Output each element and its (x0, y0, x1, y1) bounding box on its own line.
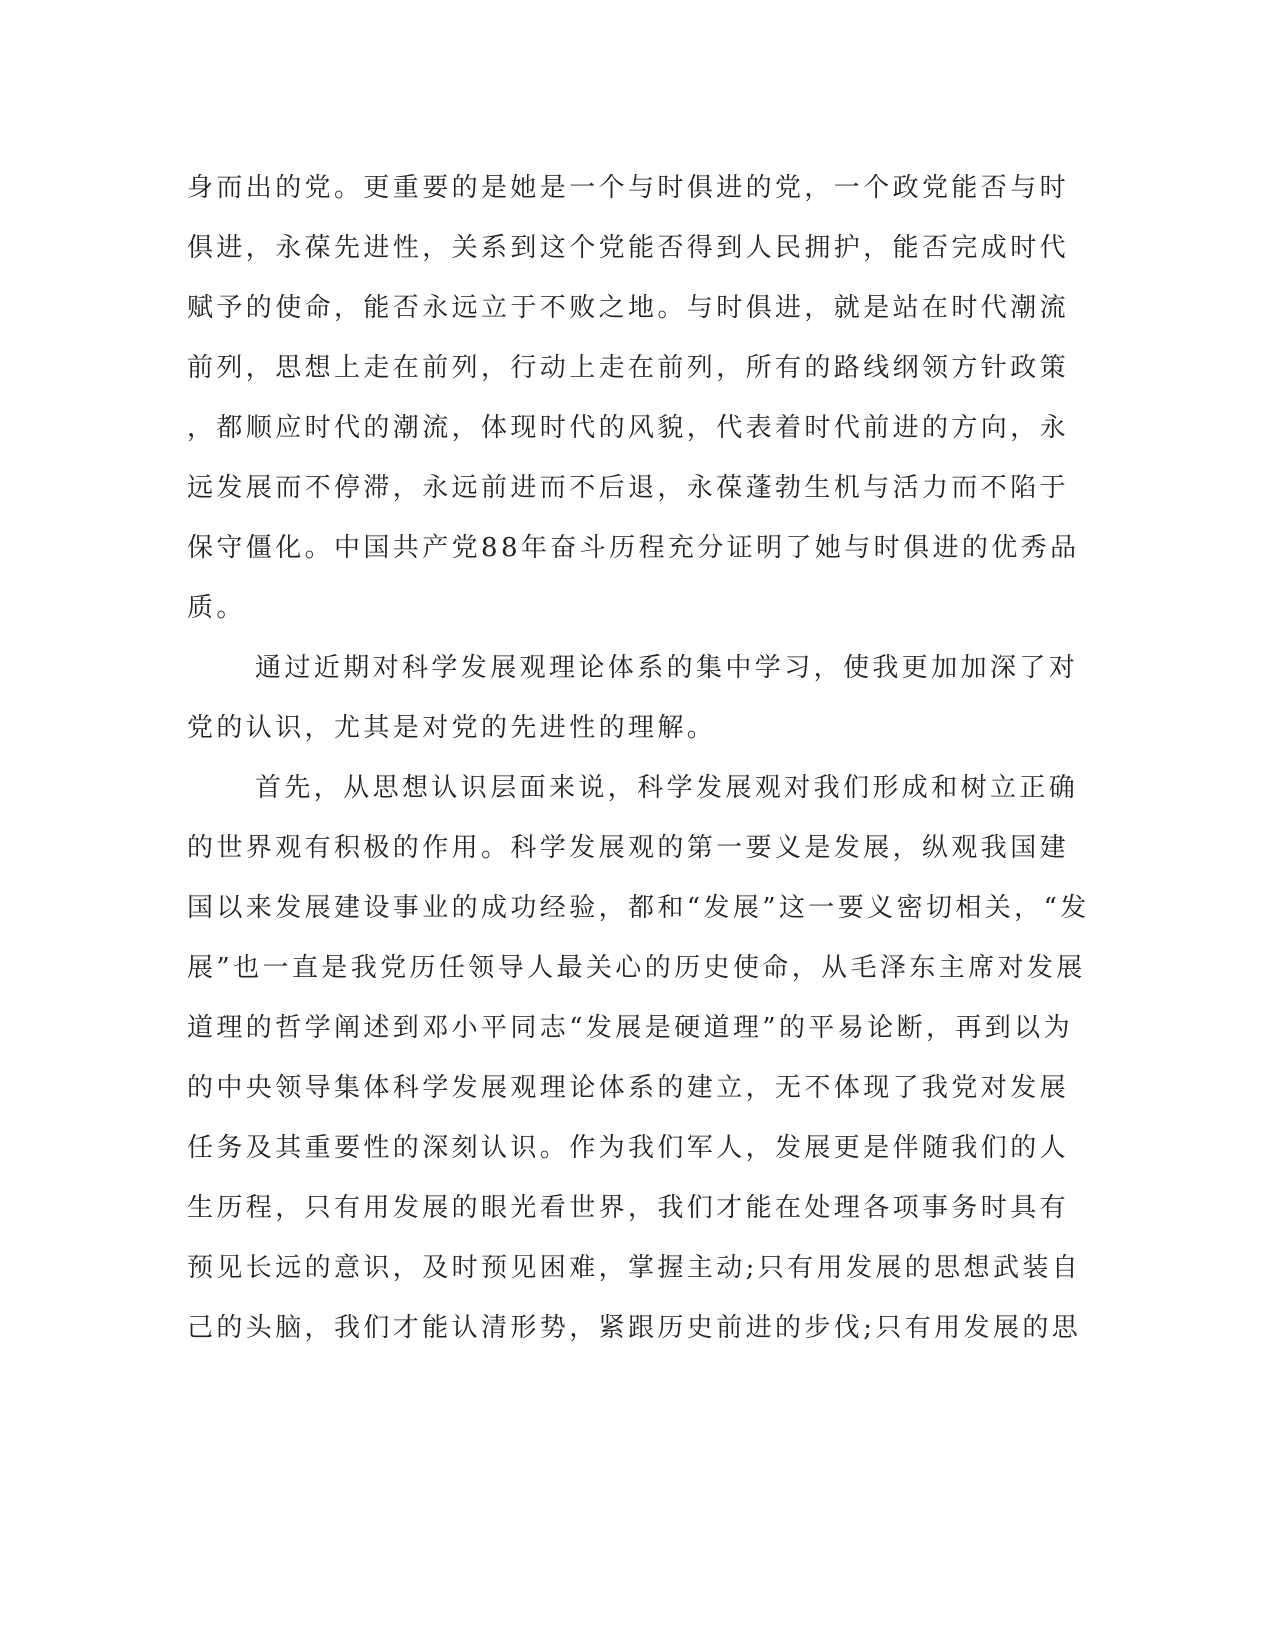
text-line: 的世界观有积极的作用。科学发展观的第一要义是发展，纵观我国建 (187, 833, 1070, 863)
text-line: 党的认识，尤其是对党的先进性的理解。 (187, 713, 717, 743)
text-line: 远发展而不停滞，永远前进而不后退，永葆蓬勃生机与活力而不陷于 (187, 473, 1070, 503)
text-line: 展”也一直是我党历任领导人最关心的历史使命，从毛泽东主席对发展 (187, 953, 1086, 983)
text-line: 生历程，只有用发展的眼光看世界，我们才能在处理各项事务时具有 (187, 1193, 1070, 1223)
text-line: 任务及其重要性的深刻认识。作为我们军人，发展更是伴随我们的人 (187, 1133, 1070, 1163)
text-line: 道理的哲学阐述到邓小平同志“发展是硬道理”的平易论断，再到以为 (187, 1013, 1073, 1043)
text-line: 身而出的党。更重要的是她是一个与时俱进的党，一个政党能否与时 (187, 173, 1070, 203)
text-line: 质。 (187, 593, 246, 623)
text-line: 保守僵化。中国共产党88年奋斗历程充分证明了她与时俱进的优秀品 (187, 533, 1080, 563)
text-line: ，都顺应时代的潮流，体现时代的风貌，代表着时代前进的方向，永 (187, 413, 1070, 443)
text-line: 己的头脑，我们才能认清形势，紧跟历史前进的步伐;只有用发展的思 (187, 1313, 1082, 1343)
paragraph-first-line: 首先，从思想认识层面来说，科学发展观对我们形成和树立正确 (255, 773, 1079, 803)
body-text (187, 158, 1090, 1358)
text-line: 赋予的使命，能否永远立于不败之地。与时俱进，就是站在时代潮流 (187, 293, 1070, 323)
text-line: 预见长远的意识，及时预见困难，掌握主动;只有用发展的思想武装自 (187, 1253, 1082, 1283)
paragraph-first-line: 通过近期对科学发展观理论体系的集中学习，使我更加加深了对 (255, 653, 1079, 683)
text-line: 国以来发展建设事业的成功经验，都和“发展”这一要义密切相关，“发 (187, 893, 1090, 923)
text-line: 俱进，永葆先进性，关系到这个党能否得到人民拥护，能否完成时代 (187, 233, 1070, 263)
text-line: 前列，思想上走在前列，行动上走在前列，所有的路线纲领方针政策 (187, 353, 1070, 383)
text-line: 的中央领导集体科学发展观理论体系的建立，无不体现了我党对发展 (187, 1073, 1070, 1103)
